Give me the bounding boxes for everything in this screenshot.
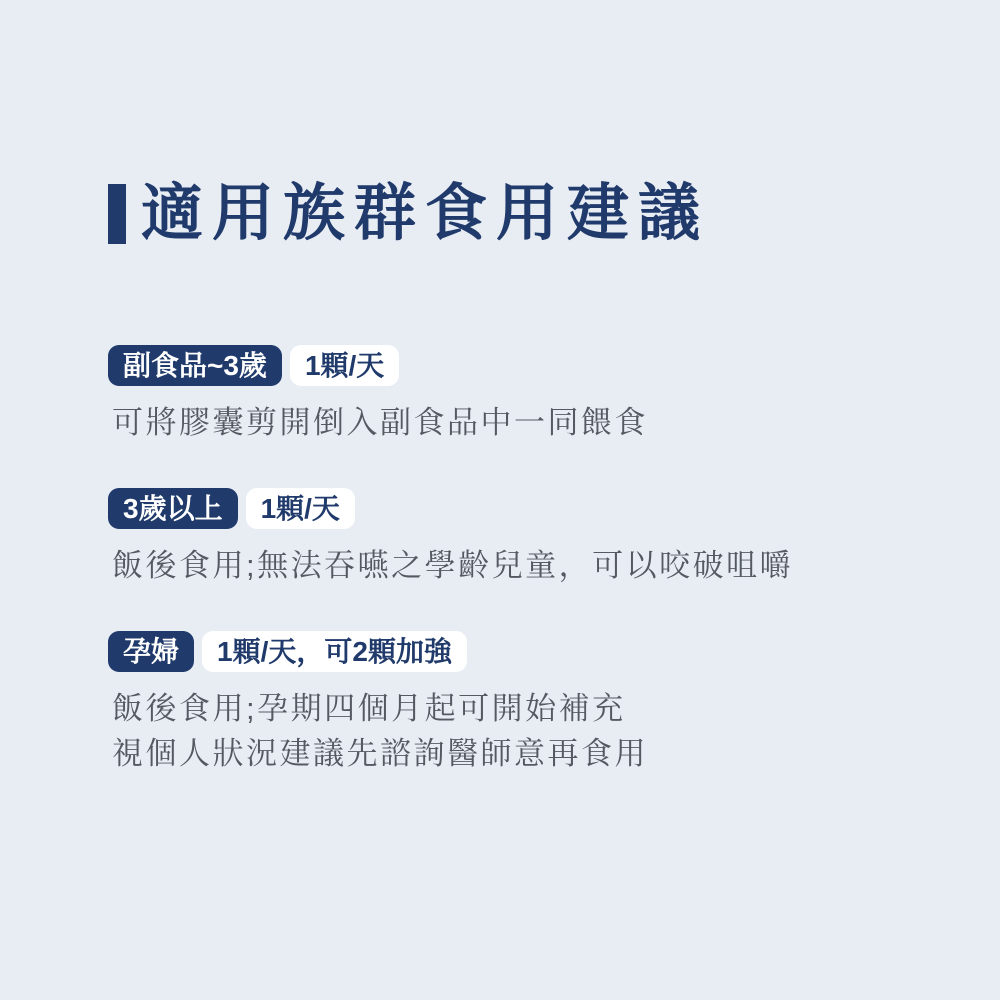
section-pregnant-women bbox=[108, 631, 908, 776]
section-over-3y bbox=[108, 488, 908, 588]
section-baby-food-to-3y bbox=[108, 345, 908, 445]
dosage-badge: 1顆/天，可2顆加強 bbox=[202, 631, 467, 672]
section-description: 飯後食用;無法吞嚥之學齡兒童，可以咬破咀嚼 bbox=[112, 548, 794, 583]
group-badge: 副食品~3歲 bbox=[108, 345, 282, 386]
page-title: 適用族群食用建議 bbox=[141, 180, 710, 248]
badge-row bbox=[108, 631, 908, 672]
section-description: 可將膠囊剪開倒入副食品中一同餵食 bbox=[112, 405, 648, 440]
section-description: 視個人狀況建議先諮詢醫師意再食用 bbox=[112, 736, 648, 771]
badge-row bbox=[108, 488, 908, 529]
section-description: 飯後食用;孕期四個月起可開始補充 bbox=[112, 691, 626, 726]
title-row bbox=[108, 180, 710, 248]
dosage-badge: 1顆/天 bbox=[246, 488, 355, 529]
group-badge: 3歲以上 bbox=[108, 488, 238, 529]
title-accent-bar bbox=[108, 184, 126, 244]
badge-row bbox=[108, 345, 908, 386]
group-badge: 孕婦 bbox=[108, 631, 194, 672]
dosage-badge: 1顆/天 bbox=[290, 345, 399, 386]
